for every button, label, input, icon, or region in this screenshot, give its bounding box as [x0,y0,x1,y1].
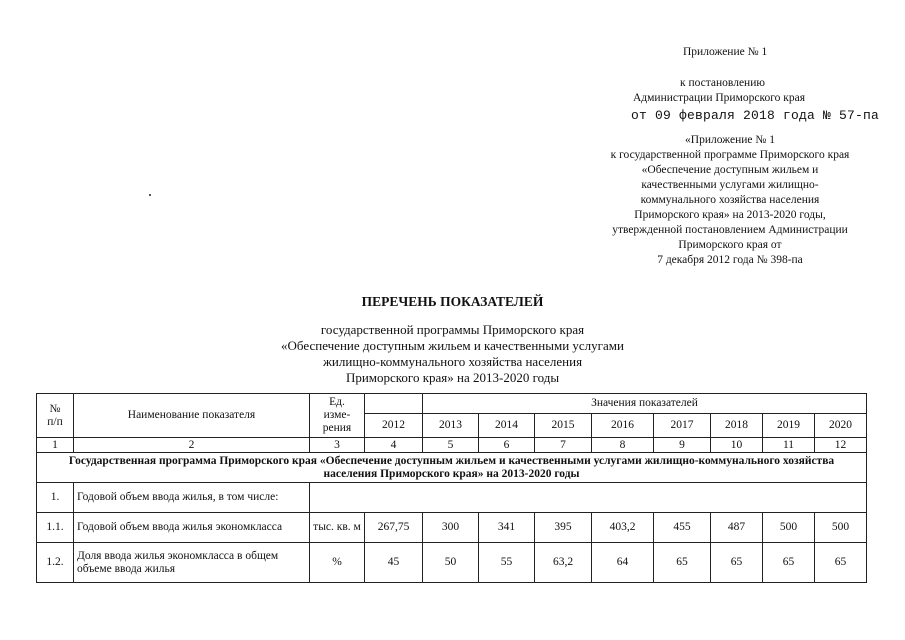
header-name: Наименование показателя [74,394,310,438]
subtitle-line: государственной программы Приморского края [320,322,585,337]
value-cell: 45 [365,543,423,583]
to-resolution-label: к постановлению [680,77,765,89]
row-empty [310,483,867,513]
resolution-date-number: от 09 февраля 2018 года № 57-па [631,108,880,123]
row-no: 1.2. [37,543,74,583]
year-cell: 2019 [763,414,815,438]
value-cell: 403,2 [592,513,654,543]
value-cell: 500 [815,513,867,543]
quote-line: к государственной программе Приморского края [610,149,850,161]
row-unit: % [310,543,365,583]
administration-label: Администрации Приморского края [633,92,805,104]
year-cell: 2013 [423,414,479,438]
subtitle-line: жилищно-коммунального хозяйства населения [322,354,583,369]
quote-line: качественными услугами жилищно- [641,179,819,191]
year-cell: 2012 [365,414,423,438]
col-number: 2 [74,438,310,453]
value-cell: 64 [592,543,654,583]
value-cell: 65 [654,543,711,583]
quote-line: «Приложение № 1 [685,134,775,146]
quote-line: Приморского края» на 2013-2020 годы, [634,209,826,221]
quote-line: Приморского края от [678,239,782,251]
value-cell: 487 [711,513,763,543]
document-title: ПЕРЕЧЕНЬ ПОКАЗАТЕЛЕЙ [361,294,544,309]
header-values: Значения показателей [423,394,867,414]
col-number: 6 [479,438,535,453]
table-row [37,543,867,583]
program-row: Государственная программа Приморского края «Обеспечение доступным жильем и качественными услугами жилищно-коммунального хозяйства населения Приморского края» на 2013-2020 годы [37,453,867,483]
year-cell: 2015 [535,414,592,438]
col-number: 1 [37,438,74,453]
appendix-quote-block [580,133,880,268]
quote-line: утвержденной постановлением Администрации [612,224,848,236]
value-cell: 55 [479,543,535,583]
value-cell: 300 [423,513,479,543]
row-name: Годовой объем ввода жилья экономкласса [74,513,310,543]
col-number: 3 [310,438,365,453]
col-number: 10 [711,438,763,453]
header-no: № п/п [37,394,74,438]
header-unit: Ед. изме- рения [310,394,365,438]
row-no: 1. [37,483,74,513]
scan-speck [149,194,151,196]
col-number: 9 [654,438,711,453]
value-cell: 65 [815,543,867,583]
col-number: 5 [423,438,479,453]
value-cell: 50 [423,543,479,583]
value-cell: 267,75 [365,513,423,543]
year-cell: 2017 [654,414,711,438]
quote-line: 7 декабря 2012 года № 398-па [657,254,803,266]
row-no: 1.1. [37,513,74,543]
subtitle-line: «Обеспечение доступным жильем и качественными услугами [281,338,624,353]
year-cell: 2016 [592,414,654,438]
document-subtitle [200,322,705,386]
col-number: 4 [365,438,423,453]
value-cell: 500 [763,513,815,543]
value-cell: 63,2 [535,543,592,583]
quote-line: «Обеспечение доступным жильем и [641,164,819,176]
col-number: 11 [763,438,815,453]
row-unit: тыс. кв. м [310,513,365,543]
value-cell: 395 [535,513,592,543]
value-cell: 65 [763,543,815,583]
table-row [37,483,867,513]
quote-line: коммунального хозяйства населения [640,194,820,206]
header-blank [365,394,423,414]
appendix-label: Приложение № 1 [683,46,768,58]
year-cell: 2014 [479,414,535,438]
value-cell: 341 [479,513,535,543]
indicators-table [36,393,867,583]
table-row [37,513,867,543]
col-number: 8 [592,438,654,453]
col-number: 12 [815,438,867,453]
value-cell: 65 [711,543,763,583]
row-name: Годовой объем ввода жилья, в том числе: [74,483,310,513]
column-number-row [37,438,867,453]
year-cell: 2018 [711,414,763,438]
value-cell: 455 [654,513,711,543]
subtitle-line: Приморского края» на 2013-2020 годы [345,370,560,385]
col-number: 7 [535,438,592,453]
row-name: Доля ввода жилья экономкласса в общем объеме ввода жилья [74,543,310,583]
year-cell: 2020 [815,414,867,438]
